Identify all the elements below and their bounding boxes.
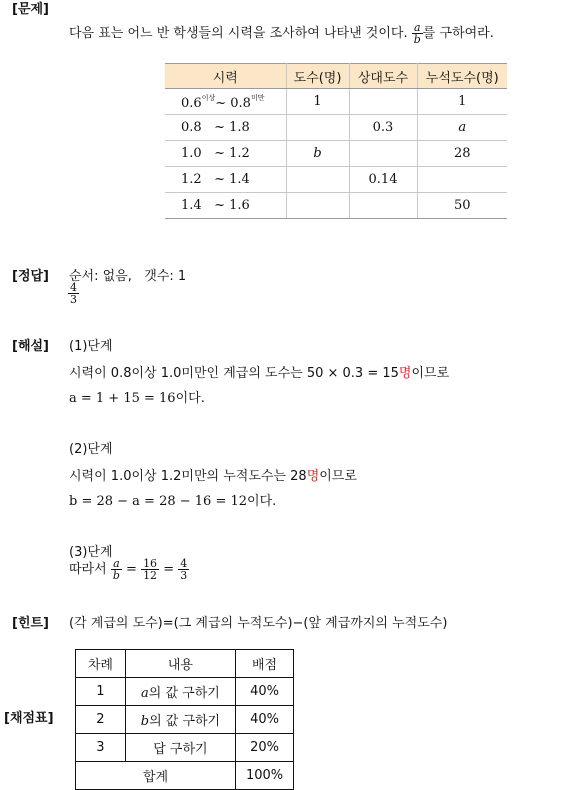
frequency-cell: b xyxy=(286,141,349,167)
step2-title: (2)단계 xyxy=(69,442,113,457)
table-row xyxy=(165,167,507,193)
problem-text: 다음 표는 어느 반 학생들의 시력을 조사하여 나타낸 것이다. xyxy=(69,26,408,41)
frequency-cell xyxy=(286,115,349,141)
header-relative-frequency: 상대도수 xyxy=(349,64,417,89)
table-row: 1 a의 값 구하기 40% xyxy=(76,678,294,706)
table-row xyxy=(165,193,507,219)
step1-line2: a = 1 + 15 = 16이다. xyxy=(69,391,205,406)
cumulative-frequency-cell: 50 xyxy=(417,193,507,219)
grading-table xyxy=(75,649,294,790)
problem-fraction-numerator: a xyxy=(413,21,421,34)
hint-text: (각 계급의 도수)=(그 계급의 누적도수)−(앞 계급까지의 누적도수) xyxy=(69,616,448,631)
step3-title: (3)단계 xyxy=(69,545,113,560)
vision-interval: 0.8 ~ 1.8 xyxy=(165,115,286,141)
step2-line2: b = 28 − a = 28 − 16 = 12이다. xyxy=(69,494,277,509)
unit-person-red: 명 xyxy=(398,366,412,381)
problem-fraction xyxy=(412,22,423,45)
cumulative-frequency-cell: a xyxy=(417,115,507,141)
relative-frequency-cell: 0.3 xyxy=(349,115,417,141)
solution-label: [해설] xyxy=(12,339,49,354)
answer-meta xyxy=(69,265,186,284)
relative-frequency-cell xyxy=(349,89,417,115)
total-label: 합계 xyxy=(76,762,236,790)
frequency-cell xyxy=(286,167,349,193)
relative-frequency-cell xyxy=(349,141,417,167)
answer-label: [정답] xyxy=(12,269,49,284)
header-content: 내용 xyxy=(125,650,235,678)
header-vision: 시력 xyxy=(165,64,286,89)
table-row: 2 b의 값 구하기 40% xyxy=(76,706,294,734)
vision-interval: $0.6^{이상}\sim$ $0.8^{미만}$ xyxy=(165,89,286,115)
vision-interval: 1.4 ~ 1.6 xyxy=(165,193,286,219)
step2-line1: 시력이 1.0이상 1.2미만의 누적도수는 28명이므로 xyxy=(69,469,357,484)
answer-numerator: 4 xyxy=(70,281,77,294)
vision-interval: 1.0 ~ 1.2 xyxy=(165,141,286,167)
relative-frequency-cell xyxy=(349,193,417,219)
cumulative-frequency-cell: 1 xyxy=(417,89,507,115)
table-row xyxy=(165,115,507,141)
problem-label: [문제] xyxy=(12,2,49,17)
header-cumulative-frequency: 누석도수(명) xyxy=(417,64,507,89)
answer-count: 갯수: 1 xyxy=(144,269,187,284)
header-score: 배점 xyxy=(236,650,294,678)
hint-label: [힌트] xyxy=(12,616,49,631)
header-frequency: 도수(명) xyxy=(286,64,349,89)
problem-statement xyxy=(69,22,494,45)
relative-frequency-cell: 0.14 xyxy=(349,167,417,193)
header-order: 차례 xyxy=(76,650,126,678)
unit-person-red: 명 xyxy=(306,469,320,484)
table-row xyxy=(165,141,507,167)
table-row: 3 답 구하기 20% xyxy=(76,734,294,762)
answer-denominator: 3 xyxy=(70,293,77,306)
frequency-cell: 1 xyxy=(286,89,349,115)
rubric-label: [채점표] xyxy=(4,711,54,726)
problem-text-end: 를 구하여라. xyxy=(422,26,494,41)
total-score: 100% xyxy=(236,762,294,790)
vision-frequency-table xyxy=(165,63,507,219)
frequency-cell xyxy=(286,193,349,219)
step1-line1: 시력이 0.8이상 1.0미만인 계급의 도수는 50 × 0.3 = 15명이므로 xyxy=(69,366,450,381)
table-header-row xyxy=(76,650,294,678)
step3-fraction-16-12: $\frac{16}{12}$ xyxy=(143,557,158,582)
answer-order: 순서: 없음, xyxy=(69,269,132,284)
problem-fraction-denominator: b xyxy=(413,33,421,46)
step1-title: (1)단계 xyxy=(69,339,113,354)
vision-interval: 1.2 ~ 1.4 xyxy=(165,167,286,193)
step3-equation: 따라서 $\frac{a}{b}$ = $\frac{16}{12}$ = $\frac{4}{3}$ xyxy=(69,557,188,582)
cumulative-frequency-cell: 28 xyxy=(417,141,507,167)
table-row xyxy=(165,89,507,115)
step3-fraction-4-3: $\frac{4}{3}$ xyxy=(180,557,188,582)
cumulative-frequency-cell xyxy=(417,167,507,193)
table-header-row xyxy=(165,64,507,89)
answer-fraction xyxy=(68,282,79,305)
step3-fraction-ab: $\frac{a}{b}$ xyxy=(112,557,120,582)
table-total-row xyxy=(76,762,294,790)
